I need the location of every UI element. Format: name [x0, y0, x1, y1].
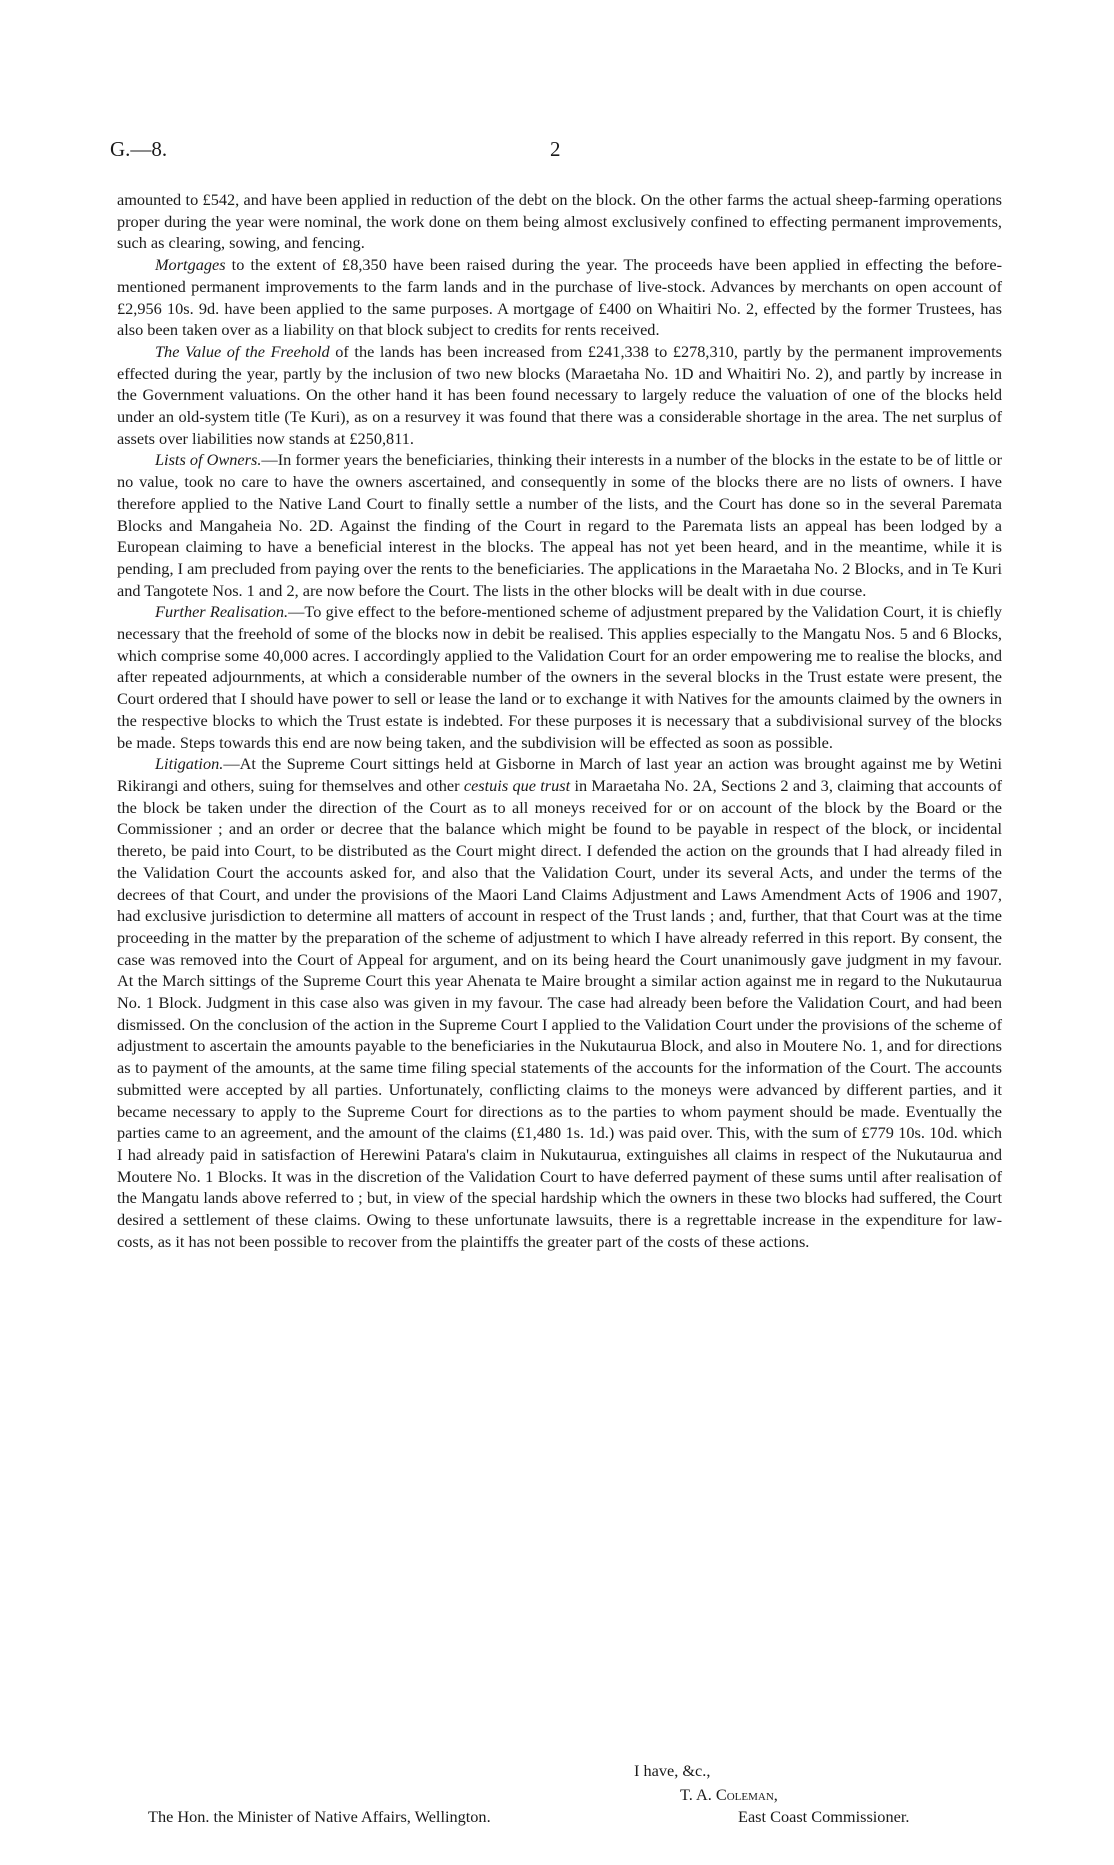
paragraph-text: in Maraetaha No. 2A, Sections 2 and 3, claiming that accounts of the block be taken under the direction of the Court as to all moneys received for or on account of the block by the Board or the Commissioner ; and an order or decree that the balance which might be found to be payable in respect of the block, or incidental thereto, be paid into Court, to be distributed as the Court might direct. I defended the action on the grounds that I had already filed in the Validation Court the accounts asked for, and also that the Validation Court, under its several Acts, and under the terms of the decrees of that Court, and under the provisions of the Maori Land Claims Adjustment and Laws Amendment Acts of 1906 and 1907, had exclusive jurisdiction to determine all matters of account in respect of the Trust lands ; and, further, that that Court was at the time proceeding in the matter by the preparation of the scheme of adjustment to which I have already referred in this report. By consent, the case was removed into the Court of Appeal for argument, and on its being heard the Court unanimously gave judgment in my favour. At the March sittings of the Supreme Court this year Ahenata te Maire brought a similar action against me in regard to the Nukutaurua No. 1 Block. Judgment in this case also was given in my favour. The case had already been before the Validation Court, and had been dismissed. On the conclusion of the action in the Supreme Court I applied to the Validation Court under the provisions of the scheme of adjustment to ascertain the amounts payable to the beneficiaries in the Nukutaurua Block, and also in Moutere No. 1, and for directions as to payment of the amounts, at the same time filing special statements of the accounts for the information of the Court. The accounts submitted were accepted by all parties. Unfortunately, conflicting claims to the moneys were advanced by different parties, and it became necessary to apply to the Supreme Court for directions as to the parties to whom payment should be made. Eventually the parties came to an agreement, and the amount of the claims (£1,480 1s. 1d.) was paid over. This, with the sum of £779 10s. 10d. which I had already paid in satisfaction of Herewini Patara's claim in Nukutaurua, extinguishes all claims in respect of the Nukutaurua and Moutere No. 1 Blocks. It was in the discretion of the Validation Court to have deferred payment of these sums until after realisation of the Mangatu lands above referred to ; but, in view of the special hardship which the owners in these two blocks had suffered, the Court desired a settlement of these claims. Owing to these unfortunate lawsuits, there is a regrettable increase in the expenditure for law-costs, as it has not been possible to recover from the plaintiffs the greater part of the costs of these actions.	[117, 775, 1003, 1251]
paragraph-text: —At the Supreme Court sittings held at Gisborne in March of last year an action was brought against me by Wetini Rikirangi and others, suing for themselves and other	[117, 754, 1002, 795]
page-number: 2	[550, 137, 561, 161]
paragraph-litigation	[117, 753, 1002, 1252]
paragraph-lead: Lists of Owners.	[155, 450, 262, 470]
paragraph-lists-of-owners	[117, 449, 1002, 601]
paragraph-text: amounted to £542, and have been applied in reduction of the debt on the block. On the other farms the actual sheep-farming operations proper during the year were nominal, the work done on them being almost exclusively confined to effecting permanent improvements, such as clearing, sowing, and fencing.	[117, 190, 1002, 253]
paragraph-text: —In former years the beneficiaries, thinking their interests in a number of the blocks in the estate to be of little or no value, took no care to have the owners ascertained, and consequently in some of the blocks there are no lists of owners. I have therefore applied to the Native Land Court to finally settle a number of the lists, and the Court has done so in the several Paremata Blocks and Mangaheia No. 2D. Against the finding of the Court in regard to the Paremata lists an appeal has been lodged by a European claiming to have a beneficial interest in the blocks. The appeal has not yet been heard, and in the meantime, while it is pending, I am precluded from paying over the rents to the beneficiaries. The applications in the Maraetaha No. 2 Blocks, and in Te Kuri and Tangotete Nos. 1 and 2, are now before the Court. The lists in the other blocks will be dealt with in due course.	[117, 450, 1002, 600]
report-body	[117, 189, 1002, 1252]
page-header	[110, 137, 1000, 167]
addressee-line: The Hon. the Minister of Native Affairs, Wellington.	[148, 1807, 491, 1826]
signatory-name: T. A. Coleman,	[680, 1785, 778, 1804]
closing-salutation: I have, &c.,	[634, 1761, 711, 1780]
paragraph-continuation	[117, 189, 1002, 254]
paragraph-lead: Further Realisation.	[155, 602, 289, 622]
paragraph-mortgages	[117, 254, 1002, 341]
paragraph-italic-phrase: cestuis que trust	[463, 775, 571, 795]
paragraph-text: of the lands has been increased from £241,338 to £278,310, partly by the permanent improvements effected during the year, partly by the inclusion of two new blocks (Maraetaha No. 1D and Whaitiri No. 2), and partly by increase in the Government valuations. On the other hand it has been found necessary to largely reduce the valuation of one of the blocks held under an old-system title (Te Kuri), as on a resurvey it was found that there was a considerable shortage in the area. The net surplus of assets over liabilities now stands at £250,811.	[117, 341, 1002, 448]
paragraph-lead: Litigation.	[155, 754, 224, 774]
document-reference: G.—8.	[110, 137, 168, 161]
paragraph-text: —To give effect to the before-mentioned scheme of adjustment prepared by the Validation Court, it is chiefly necessary that the freehold of some of the blocks now in debit be realised. This applies especially to the Mangatu Nos. 5 and 6 Blocks, which comprise some 40,000 acres. I accordingly applied to the Validation Court for an order empowering me to realise the blocks, and after repeated adjournments, at which a considerable number of the owners in the several blocks in the Trust estate were present, the Court ordered that I should have power to sell or lease the land or to exchange it with Natives for the amounts claimed by the owners in the respective blocks to which the Trust estate is indebted. For these purposes it is necessary that a subdivisional survey of the blocks be made. Steps towards this end are now being taken, and the subdivision will be effected as soon as possible.	[117, 602, 1002, 752]
paragraph-freehold-value	[117, 341, 1002, 450]
paragraph-lead: Mortgages	[155, 255, 226, 275]
paragraph-text: to the extent of £8,350 have been raised during the year. The proceeds have been applied in effecting the before-mentioned permanent improvements to the farm lands and in the purchase of live-stock. Advances by merchants on open account of £2,956 10s. 9d. have been applied to the same purposes. A mortgage of £400 on Whaitiri No. 2, effected by the former Trustees, has also been taken over as a liability on that block subject to credits for rents received.	[117, 255, 1002, 340]
paragraph-lead: The Value of the Freehold	[155, 341, 330, 361]
signatory-title: East Coast Commissioner.	[738, 1807, 910, 1826]
paragraph-further-realisation	[117, 601, 1002, 753]
